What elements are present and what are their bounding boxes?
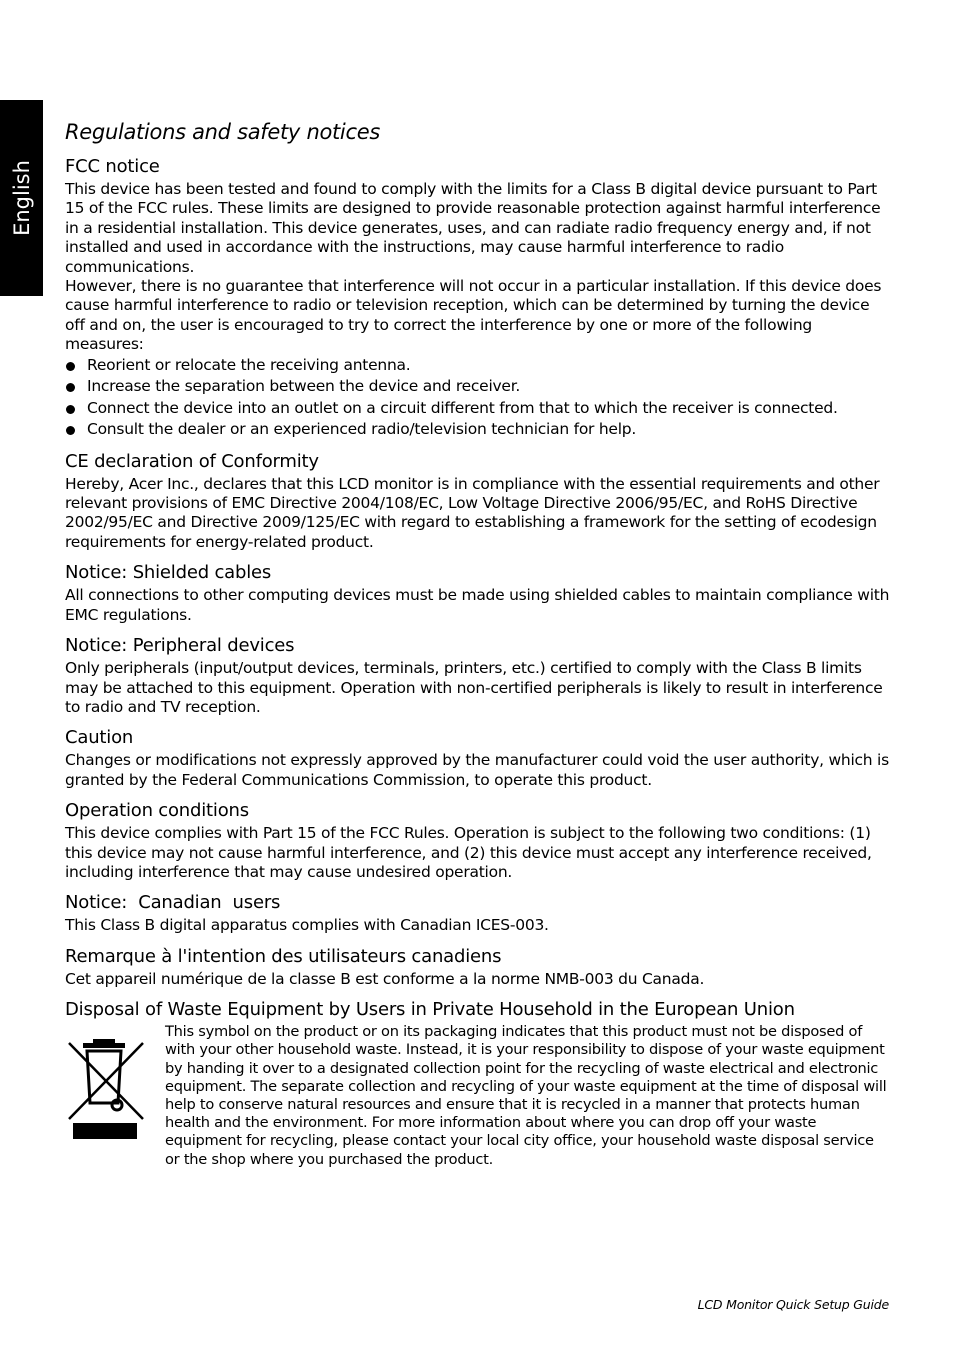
fcc-measures-list <box>65 355 890 441</box>
caution-heading: Caution <box>65 727 134 749</box>
remarque-heading: Remarque à l'intention des utilisateurs canadiens <box>65 945 502 967</box>
list-item: Increase the separation between the device and receiver. <box>65 376 890 398</box>
ce-text: Hereby, Acer Inc., declares that this LCD monitor is in compliance with the essential requirements and other relevant provisions of EMC Directive 2004/108/EC, Low Voltage Directive 2006/95/EC, and RoHS Directive 2002/95/EC and Directive 2009/125/EC with regard to establishing a framework for the setting of ecodesign requirements for energy-related product. <box>65 474 880 551</box>
page-title: Regulations and safety notices <box>65 120 380 144</box>
canadian-heading: Notice: Canadian users <box>65 892 281 914</box>
caution-section <box>65 727 890 790</box>
page-content <box>65 120 890 1179</box>
remarque-section <box>65 946 890 989</box>
bullet-icon <box>66 426 75 435</box>
canadian-text: This Class B digital apparatus complies with Canadian ICES-003. <box>65 916 549 935</box>
language-label: English <box>9 160 34 236</box>
caution-text: Changes or modifications not expressly approved by the manufacturer could void the user authority, which is granted by the Federal Communications Commission, to operate this product. <box>65 751 889 789</box>
operation-text: This device complies with Part 15 of the FCC Rules. Operation is subject to the following two conditions: (1) this device may not cause harmful interference, and (2) this device must accept any interference received, including interference that may cause undesired operation. <box>65 824 872 881</box>
shielded-section <box>65 562 890 625</box>
operation-section <box>65 800 890 882</box>
list-item: Connect the device into an outlet on a circuit different from that to which the receiver is connected. <box>65 398 890 420</box>
footer-guide-title: LCD Monitor Quick Setup Guide <box>697 1297 889 1312</box>
peripheral-section <box>65 635 890 717</box>
ce-section <box>65 451 890 553</box>
language-side-tab <box>0 100 43 296</box>
disposal-text: This symbol on the product or on its packaging indicates that this product must not be disposed of with your other household waste. Instead, it is your responsibility to dispose of your waste equipment by handing it over to a designated collection point for the recycling of waste electrical and electronic equipment. The separate collection and recycling of your waste equipment at the time of disposal will help to conserve natural resources and ensure that it is recycled in a manner that protects human health and the environment. For more information about where you can drop off your waste equipment for recycling, please contact your local city office, your household waste disposal service or the shop where you purchased the product. <box>165 1023 887 1168</box>
fcc-paragraph-1: This device has been tested and found to comply with the limits for a Class B digital device pursuant to Part 15 of the FCC rules. These limits are designed to provide reasonable protection against harmful interference in a residential installation. This device generates, uses, and can radiate radio frequency energy and, if not installed and used in accordance with the instructions, may cause harmful interference to radio communications. <box>65 180 881 276</box>
weee-block <box>65 1023 890 1169</box>
disposal-heading: Disposal of Waste Equipment by Users in Private Household in the European Union <box>65 999 795 1021</box>
weee-crossed-bin-icon <box>65 1023 165 1169</box>
remarque-text: Cet appareil numérique de la classe B est conforme a la norme NMB-003 du Canada. <box>65 969 705 988</box>
weee-text-block <box>165 1023 890 1169</box>
peripheral-heading: Notice: Peripheral devices <box>65 635 295 657</box>
fcc-heading: FCC notice <box>65 156 160 177</box>
shielded-heading: Notice: Shielded cables <box>65 562 272 584</box>
list-item: Consult the dealer or an experienced radio/television technician for help. <box>65 419 890 441</box>
crossed-bin-icon <box>65 1027 149 1139</box>
fcc-section <box>65 156 890 441</box>
ce-heading: CE declaration of Conformity <box>65 450 319 472</box>
list-item: Reorient or relocate the receiving antenna. <box>65 355 890 377</box>
shielded-text: All connections to other computing devices must be made using shielded cables to maintain compliance with EMC regulations. <box>65 586 890 624</box>
disposal-section <box>65 999 890 1169</box>
canadian-section <box>65 892 890 935</box>
operation-heading: Operation conditions <box>65 800 249 822</box>
bullet-icon <box>66 405 75 414</box>
peripheral-text: Only peripherals (input/output devices, terminals, printers, etc.) certified to comply with the Class B limits may be attached to this equipment. Operation with non-certified peripherals is likely to result in interference to radio and TV reception. <box>65 659 883 716</box>
bullet-icon <box>66 362 75 371</box>
fcc-paragraph-2: However, there is no guarantee that interference will not occur in a particular installation. If this device does cause harmful interference to radio or television reception, which can be determined by turning the device off and on, the user is encouraged to try to correct the interference by one or more of the following measures: <box>65 277 882 354</box>
bullet-icon <box>66 383 75 392</box>
